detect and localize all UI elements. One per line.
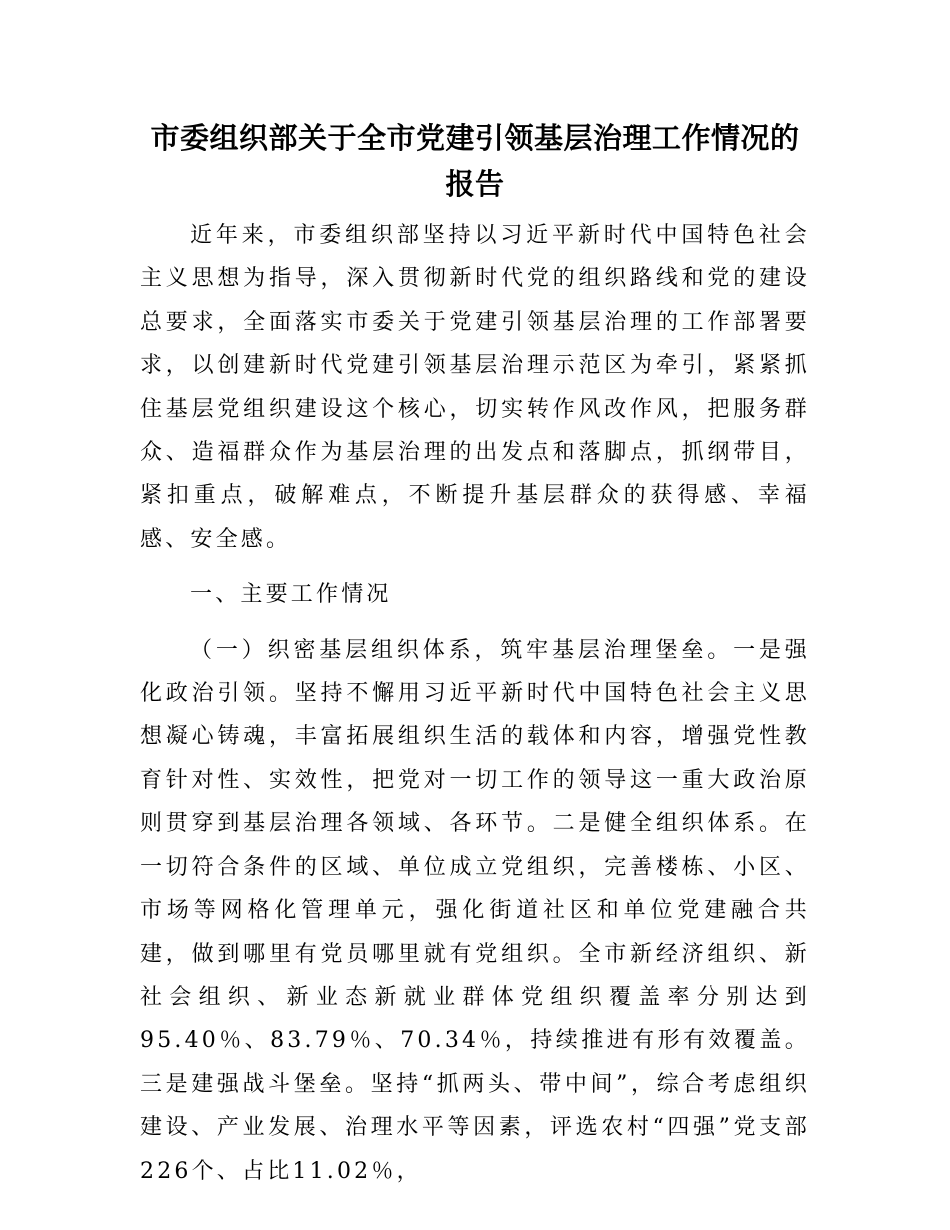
section-paragraph: （一）织密基层组织体系，筑牢基层治理堡垒。一是强化政治引领。坚持不懈用习近平新时代中国特色社会主义思想凝心铸魂，丰富拓展组织生活的载体和内容，增强党性教育针对性、实效性，把党对一切工作的领导这一重大政治原则贯穿到基层治理各领域、各环节。二是健全组织体系。在一切符合条件的区域、单位成立党组织，完善楼栋、小区、市场等网格化管理单元，强化街道社区和单位党建融合共建，做到哪里有党员哪里就有党组织。全市新经济组织、新社会组织、新业态新就业群体党组织覆盖率分别达到95.40％、83.79％、70.34％，持续推进有形有效覆盖。三是建强战斗堡垒。坚持“抓两头、带中间”，综合考虑组织建设、产业发展、治理水平等因素，评选农村“四强”党支部226个、占比11.02％， — [140, 637, 810, 1184]
document-title: 市委组织部关于全市党建引领基层治理工作情况的报告 — [150, 121, 800, 201]
intro-paragraph: 近年来，市委组织部坚持以习近平新时代中国特色社会主义思想为指导，深入贯彻新时代党的组织路线和党的建设总要求，全面落实市委关于党建引领基层治理的工作部署要求，以创建新时代党建引领基层治理示范区为牵引，紧紧抓住基层党组织建设这个核心，切实转作风改作风，把服务群众、造福群众作为基层治理的出发点和落脚点，抓纲带目，紧扣重点，破解难点，不断提升基层群众的获得感、幸福感、安全感。 — [140, 223, 810, 552]
section-heading: 一、主要工作情况 — [190, 582, 392, 608]
document-body — [140, 214, 810, 1193]
